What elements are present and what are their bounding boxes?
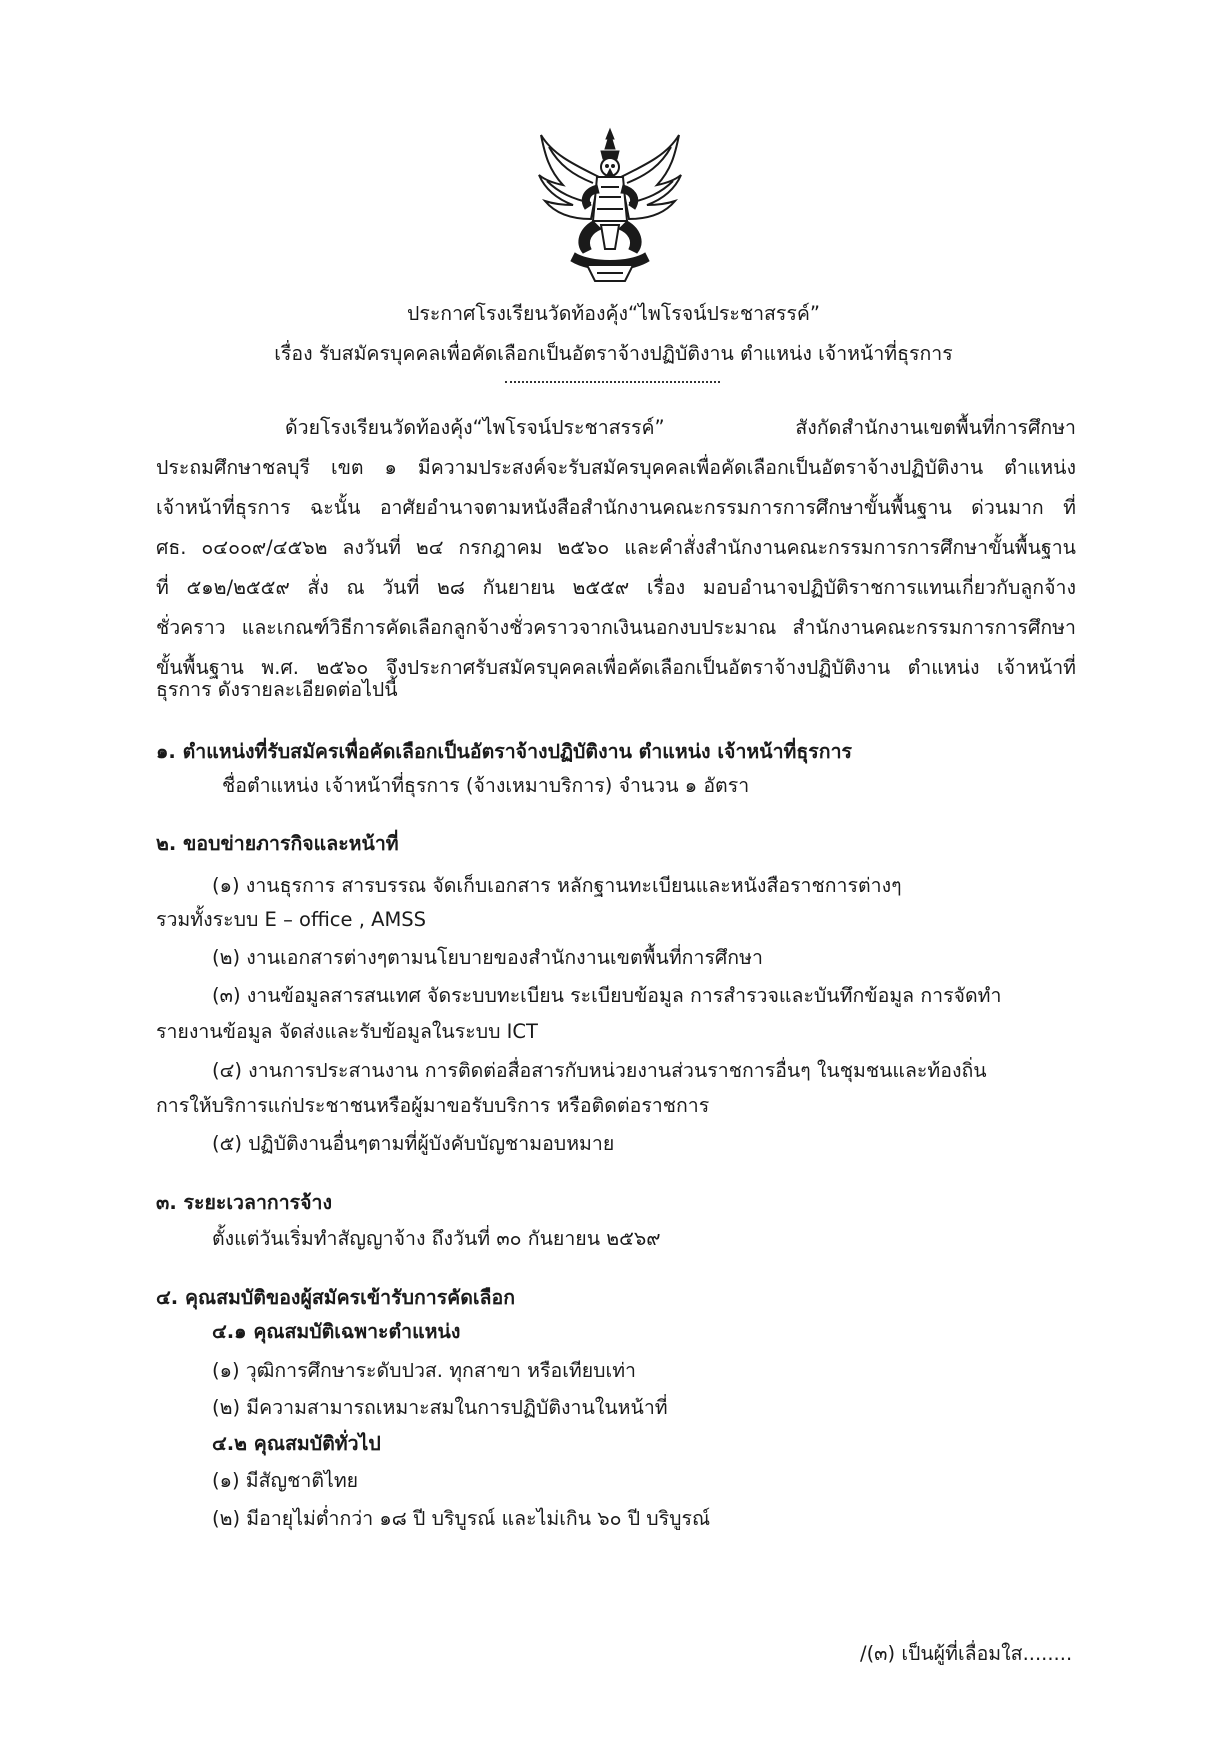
section-1-heading: ๑. ตำแหน่งที่รับสมัครเพื่อคัดเลือกเป็นอัตราจ้างปฏิบัติงาน ตำแหน่ง เจ้าหน้าที่ธุรการ xyxy=(156,740,852,763)
announcement-title: ประกาศโรงเรียนวัดท้องคุ้ง“ไพโรจน์ประชาสรรค์” xyxy=(406,302,821,325)
intro-line-8: ธุรการ ดังรายละเอียดต่อไปนี้ xyxy=(156,678,398,701)
section-4-2-item-1: (๑) มีสัญชาติไทย xyxy=(212,1469,359,1492)
page-continuation: /(๓) เป็นผู้ที่เลื่อมใส........ xyxy=(860,1642,1073,1665)
intro-line-3: เจ้าหน้าที่ธุรการ ฉะนั้น อาศัยอำนาจตามหนังสือสำนักงานคณะกรรมการการศึกษาขั้นพื้นฐาน ด่วนมาก ที่ xyxy=(156,496,1076,519)
intro-line-1: ด้วยโรงเรียนวัดท้องคุ้ง“ไพโรจน์ประชาสรรค์” สังกัดสำนักงานเขตพื้นที่การศึกษา xyxy=(285,416,1076,439)
section-2-heading: ๒. ขอบข่ายภารกิจและหน้าที่ xyxy=(156,832,399,855)
title-divider xyxy=(505,381,720,383)
intro-line-4: ศธ. ๐๔๐๐๙/๔๕๖๒ ลงวันที่ ๒๔ กรกฎาคม ๒๕๖๐ และคำสั่งสำนักงานคณะกรรมการการศึกษาขั้นพื้นฐาน xyxy=(156,536,1076,559)
section-2-item-3-cont: รายงานข้อมูล จัดส่งและรับข้อมูลในระบบ ICT xyxy=(156,1020,538,1043)
section-4-heading: ๔. คุณสมบัติของผู้สมัครเข้ารับการคัดเลือก xyxy=(156,1286,516,1309)
section-3-heading: ๓. ระยะเวลาการจ้าง xyxy=(156,1191,333,1214)
intro-line-5: ที่ ๕๑๒/๒๕๕๙ สั่ง ณ วันที่ ๒๘ กันยายน ๒๕๕๙ เรื่อง มอบอำนาจปฏิบัติราชการแทนเกี่ยวกับลูกจ้าง xyxy=(156,576,1076,599)
intro-line-2: ประถมศึกษาชลบุรี เขต ๑ มีความประสงค์จะรับสมัครบุคคลเพื่อคัดเลือกเป็นอัตราจ้างปฏิบัติงาน ตำแหน่ง xyxy=(156,456,1076,479)
intro-line-7: ขั้นพื้นฐาน พ.ศ. ๒๕๖๐ จึงประกาศรับสมัครบุคคลเพื่อคัดเลือกเป็นอัตราจ้างปฏิบัติงาน ตำแหน่ง เจ้าหน้าที่ xyxy=(156,656,1076,679)
section-2-item-4-cont: การให้บริการแก่ประชาชนหรือผู้มาขอรับบริการ หรือติดต่อราชการ xyxy=(156,1094,710,1117)
garuda-emblem-icon xyxy=(535,125,685,287)
section-1-position: ชื่อตำแหน่ง เจ้าหน้าที่ธุรการ (จ้างเหมาบริการ) จำนวน ๑ อัตรา xyxy=(222,774,750,797)
intro-line-6: ชั่วคราว และเกณฑ์วิธีการคัดเลือกลูกจ้างชั่วคราวจากเงินนอกงบประมาณ สำนักงานคณะกรรมการการศึกษา xyxy=(156,616,1076,639)
section-3-period: ตั้งแต่วันเริ่มทำสัญญาจ้าง ถึงวันที่ ๓๐ กันยายน ๒๕๖๙ xyxy=(212,1227,661,1250)
section-2-item-1: (๑) งานธุรการ สารบรรณ จัดเก็บเอกสาร หลักฐานทะเบียนและหนังสือราชการต่างๆ xyxy=(212,874,902,897)
section-2-item-5: (๕) ปฏิบัติงานอื่นๆตามที่ผู้บังคับบัญชามอบหมาย xyxy=(212,1132,615,1155)
announcement-subject: เรื่อง รับสมัครบุคคลเพื่อคัดเลือกเป็นอัตราจ้างปฏิบัติงาน ตำแหน่ง เจ้าหน้าที่ธุรการ xyxy=(274,342,953,365)
section-4-2-heading: ๔.๒ คุณสมบัติทั่วไป xyxy=(212,1432,381,1455)
section-4-1-heading: ๔.๑ คุณสมบัติเฉพาะตำแหน่ง xyxy=(212,1320,461,1343)
section-4-1-item-1: (๑) วุฒิการศึกษาระดับปวส. ทุกสาขา หรือเทียบเท่า xyxy=(212,1359,637,1382)
section-4-2-item-2: (๒) มีอายุไม่ต่ำกว่า ๑๘ ปี บริบูรณ์ และไม่เกิน ๖๐ ปี บริบูรณ์ xyxy=(212,1507,711,1530)
section-2-item-1-cont: รวมทั้งระบบ E – office , AMSS xyxy=(156,908,427,931)
section-2-item-3: (๓) งานข้อมูลสารสนเทศ จัดระบบทะเบียน ระเบียบข้อมูล การสำรวจและบันทึกข้อมูล การจัดทำ xyxy=(212,984,1002,1007)
section-2-item-2: (๒) งานเอกสารต่างๆตามนโยบายของสำนักงานเขตพื้นที่การศึกษา xyxy=(212,946,763,969)
section-4-1-item-2: (๒) มีความสามารถเหมาะสมในการปฏิบัติงานในหน้าที่ xyxy=(212,1396,668,1419)
section-2-item-4: (๔) งานการประสานงาน การติดต่อสื่อสารกับหน่วยงานส่วนราชการอื่นๆ ในชุมชนและท้องถิ่น xyxy=(212,1059,987,1082)
